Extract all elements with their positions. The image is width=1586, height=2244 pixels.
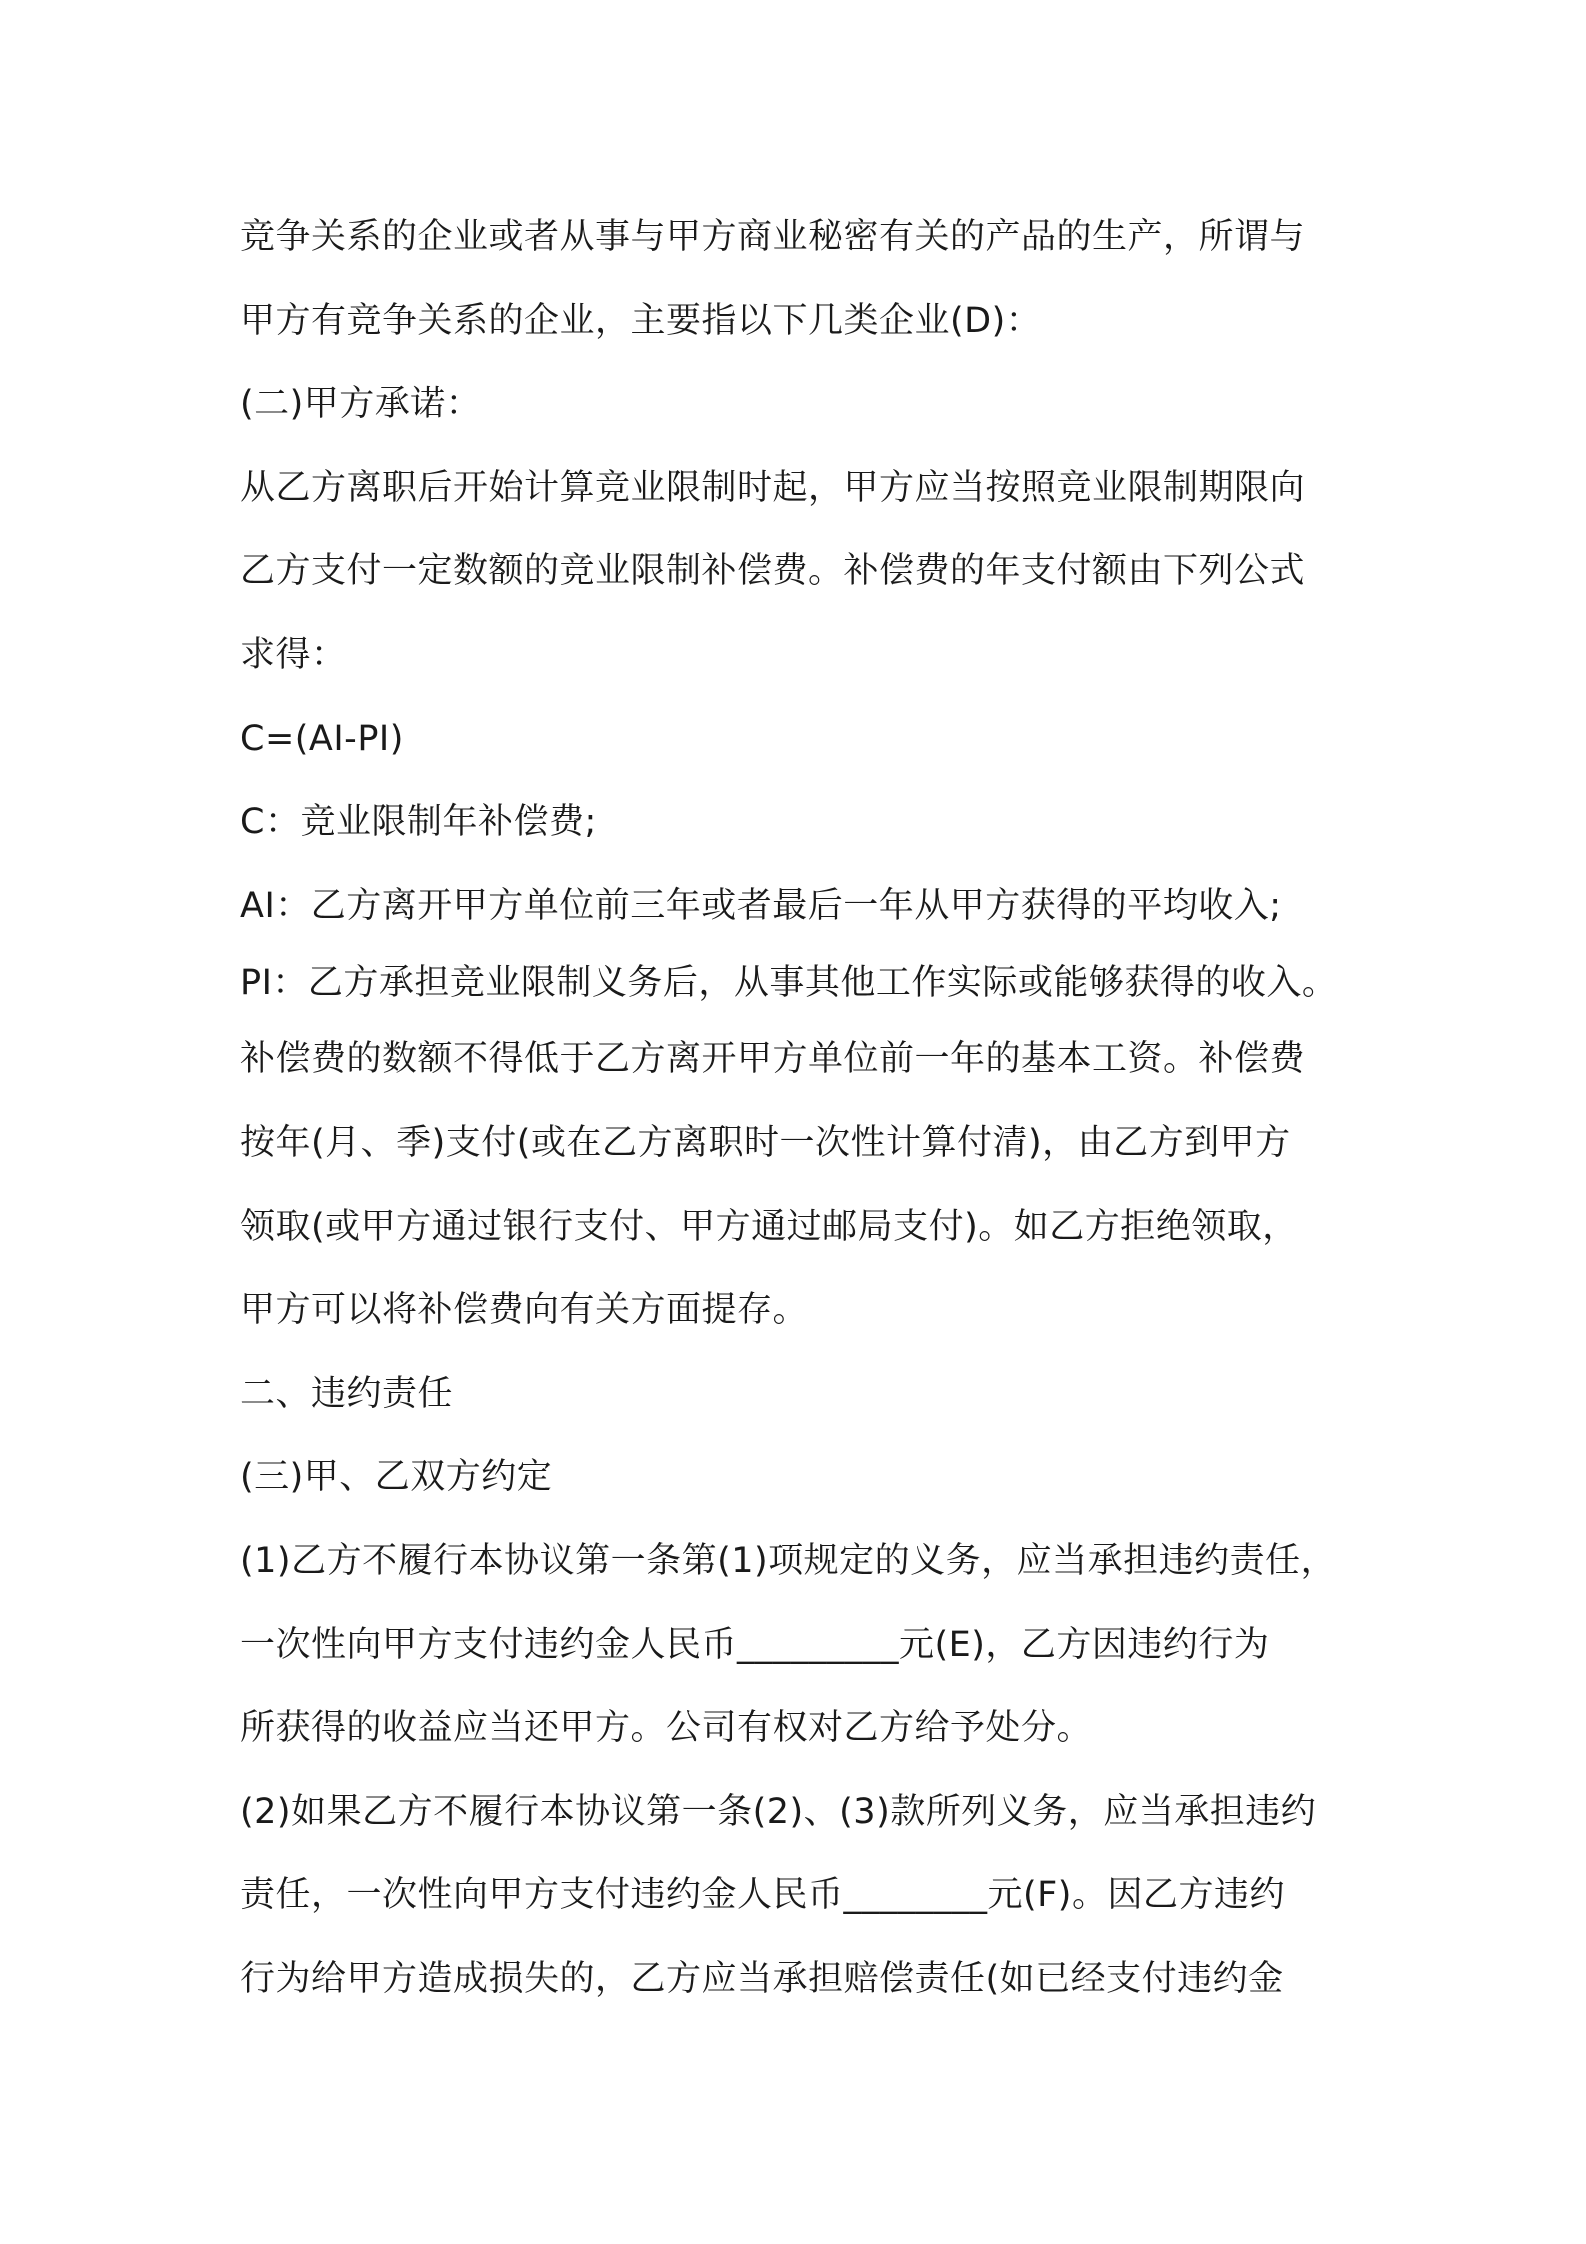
section-heading: 二、违约责任 (240, 1373, 454, 1414)
text-line: 领取(或甲方通过银行支付、甲方通过邮局支付)。如乙方拒绝领取， (240, 1206, 1298, 1247)
text-line: 行为给甲方造成损失的，乙方应当承担赔偿责任(如已经支付违约金 (240, 1958, 1284, 1999)
text-line: 甲方有竞争关系的企业，主要指以下几类企业(D)： (240, 300, 1042, 341)
text-line: 补偿费的数额不得低于乙方离开甲方单位前一年的基本工资。补偿费 (240, 1039, 1306, 1080)
text-line: 求得： (240, 634, 347, 675)
text-line: AI：乙方离开甲方单位前三年或者最后一年从甲方获得的平均收入; (240, 885, 1282, 926)
text-line: C：竞业限制年补偿费; (240, 802, 597, 843)
document-body (240, 196, 1365, 2021)
text-line: 乙方支付一定数额的竞业限制补偿费。补偿费的年支付额由下列公式 (240, 551, 1306, 592)
text-line: 所获得的收益应当还甲方。公司有权对乙方给予处分。 (240, 1708, 1093, 1749)
text-line: 从乙方离职后开始计算竞业限制时起，甲方应当按照竞业限制期限向 (240, 467, 1306, 508)
text-line: C=(AI-PI) (240, 718, 404, 759)
text-line: 责任，一次性向甲方支付违约金人民币________元(F)。因乙方违约 (240, 1875, 1285, 1916)
text-line: 甲方可以将补偿费向有关方面提存。 (240, 1290, 809, 1331)
text-line: (2)如果乙方不履行本协议第一条(2)、(3)款所列义务，应当承担违约 (240, 1791, 1317, 1832)
text-line: (三)甲、乙双方约定 (240, 1457, 553, 1498)
text-line: (二)甲方承诺： (240, 384, 482, 425)
text-line: 竞争关系的企业或者从事与甲方商业秘密有关的产品的生产，所谓与 (240, 217, 1306, 257)
text-line: 一次性向甲方支付违约金人民币_________元(E)，乙方因违约行为 (240, 1624, 1270, 1665)
text-line: PI：乙方承担竞业限制义务后，从事其他工作实际或能够获得的收入。 (240, 963, 1338, 1004)
text-line: 按年(月、季)支付(或在乙方离职时一次性计算付清)，由乙方到甲方 (240, 1122, 1291, 1163)
text-line: (1)乙方不履行本协议第一条第(1)项规定的义务，应当承担违约责任， (240, 1540, 1337, 1581)
